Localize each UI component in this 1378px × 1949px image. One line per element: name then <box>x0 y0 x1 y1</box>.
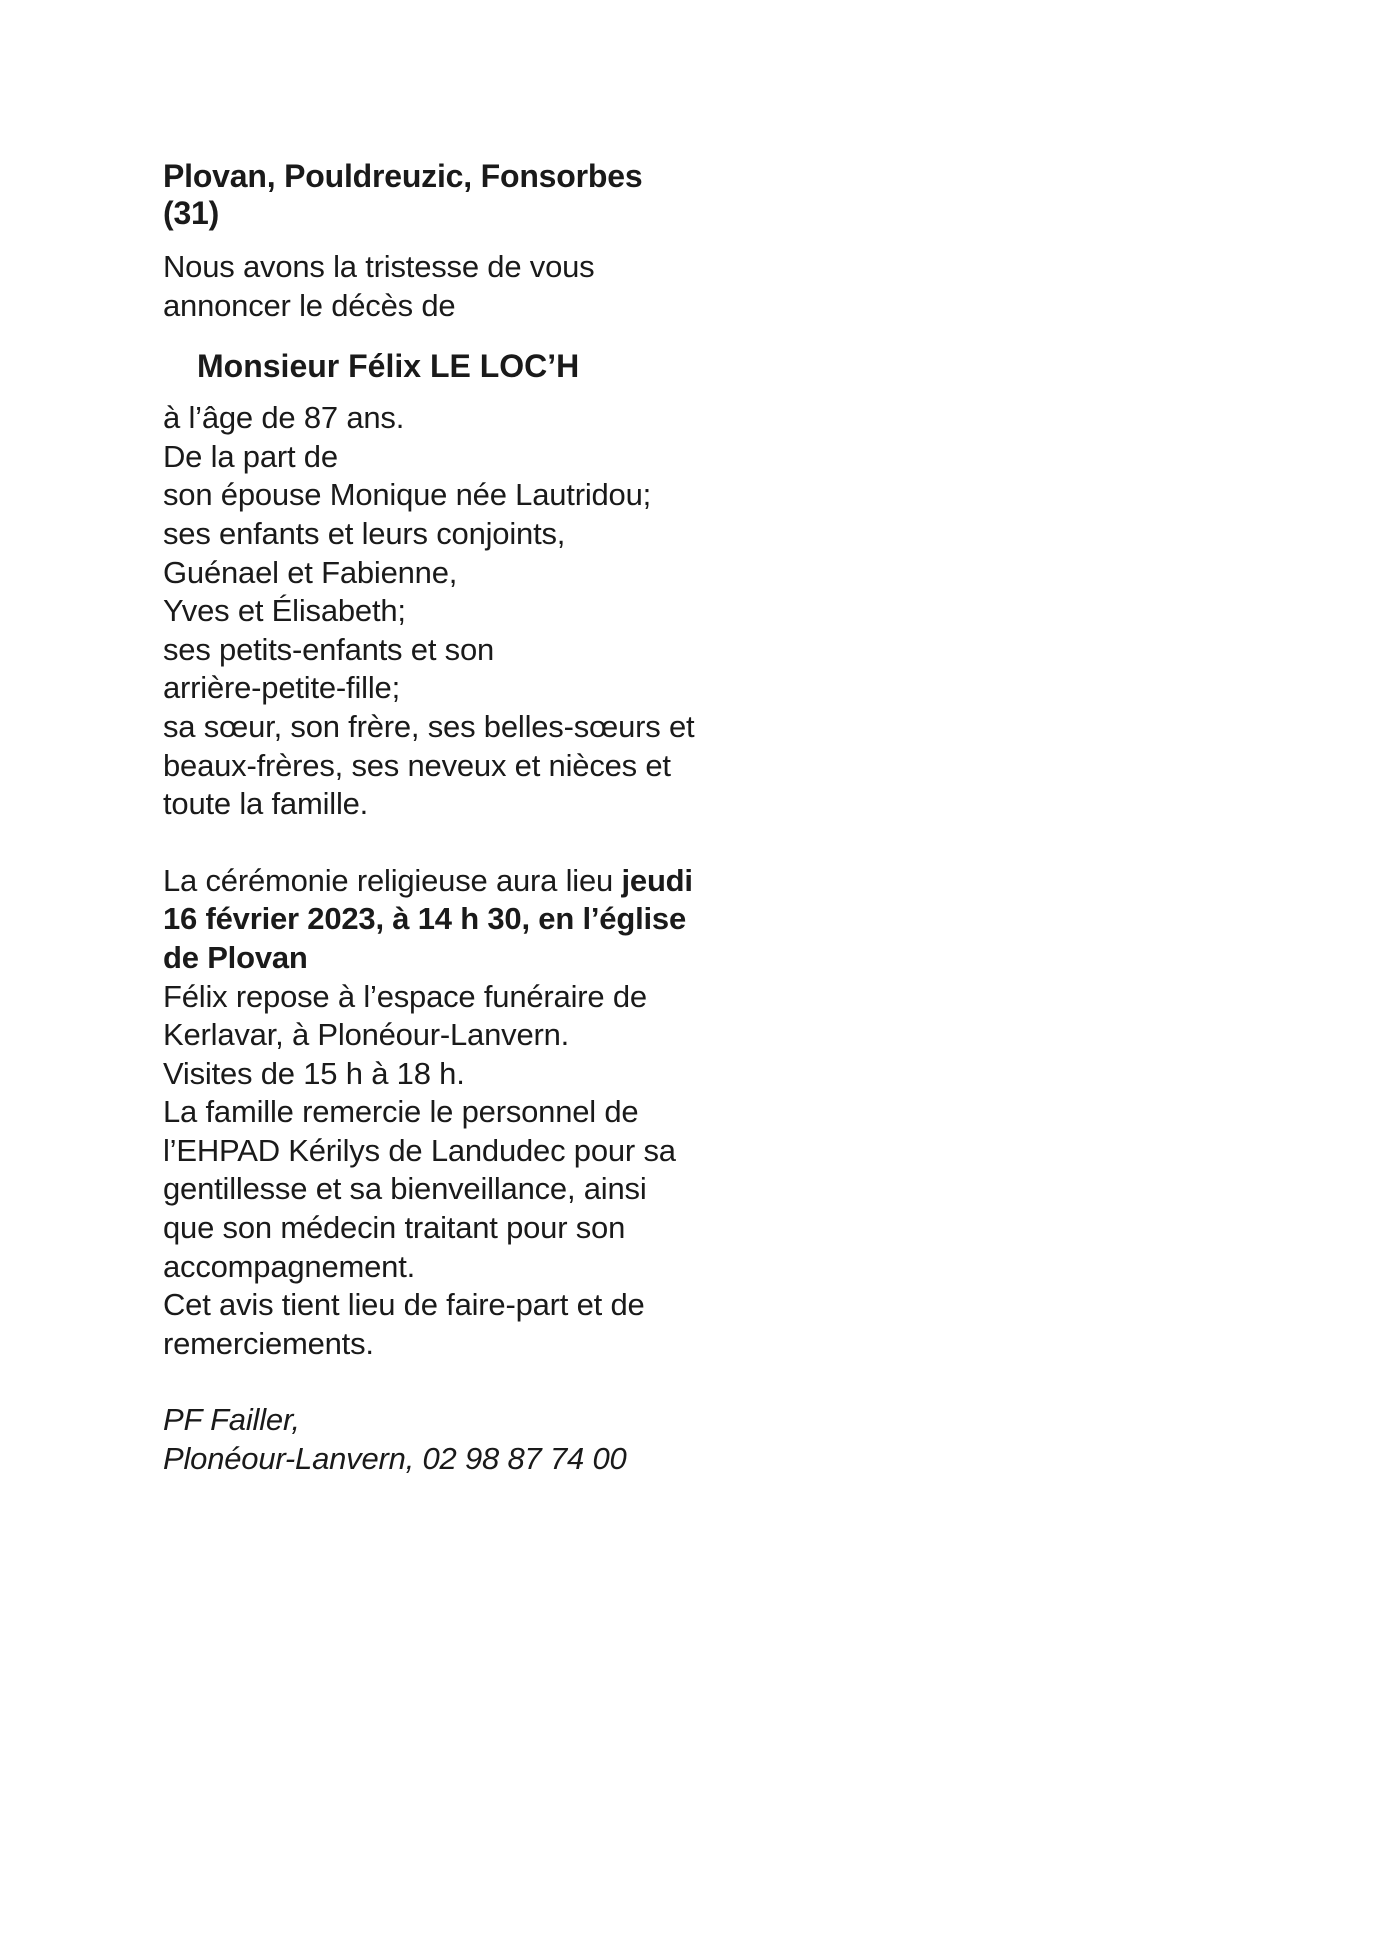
ceremony-date-time: 16 février 2023, à 14 h 30, en l’église <box>163 901 686 937</box>
notice-intro <box>163 248 883 325</box>
intro-line: Nous avons la tristesse de vous <box>163 249 595 284</box>
family-line: arrière-petite-fille; <box>163 670 400 706</box>
ceremony-line: Visites de 15 h à 18 h. <box>163 1055 465 1091</box>
family-line: ses petits-enfants et son <box>163 631 495 667</box>
ceremony-line: Cet avis tient lieu de faire-part et de <box>163 1287 645 1323</box>
ceremony-line: Kerlavar, à Plonéour-Lanvern. <box>163 1017 570 1053</box>
ceremony-line: remerciements. <box>163 1325 374 1361</box>
family-line: toute la famille. <box>163 786 369 822</box>
heading-line: (31) <box>163 195 220 231</box>
ceremony-line: La famille remercie le personnel de <box>163 1094 639 1130</box>
family-line: son épouse Monique née Lautridou; <box>163 477 652 513</box>
ceremony-text: La cérémonie religieuse aura lieu <box>163 862 622 898</box>
family-line: sa sœur, son frère, ses belles-sœurs et <box>163 708 695 744</box>
family-line: Yves et Élisabeth; <box>163 593 406 629</box>
deceased-name: Monsieur Félix LE LOC’H <box>197 348 580 385</box>
intro-line: annoncer le décès de <box>163 287 456 323</box>
signature-line: PF Failler, <box>163 1402 300 1438</box>
family-list <box>163 399 883 824</box>
ceremony-line: gentillesse et sa bienveillance, ainsi <box>163 1171 647 1207</box>
ceremony-details <box>163 862 883 1364</box>
ceremony-location: de Plovan <box>163 939 308 975</box>
notice-heading <box>163 158 883 232</box>
ceremony-line: l’EHPAD Kérilys de Landudec pour sa <box>163 1132 676 1168</box>
heading-line: Plovan, Pouldreuzic, Fonsorbes <box>163 158 643 194</box>
obituary-notice <box>163 158 883 1479</box>
family-line: à l’âge de 87 ans. <box>163 400 405 436</box>
signature-line: Plonéour-Lanvern, 02 98 87 74 00 <box>163 1441 627 1477</box>
funeral-home-signature <box>163 1401 883 1478</box>
ceremony-day: jeudi <box>621 862 693 898</box>
ceremony-line: accompagnement. <box>163 1248 416 1284</box>
ceremony-line: Félix repose à l’espace funéraire de <box>163 978 647 1014</box>
family-line: Guénael et Fabienne, <box>163 554 458 590</box>
family-line: De la part de <box>163 438 338 474</box>
ceremony-line: que son médecin traitant pour son <box>163 1210 626 1246</box>
ceremony-line <box>163 862 883 901</box>
family-line: beaux-frères, ses neveux et nièces et <box>163 747 671 783</box>
family-line: ses enfants et leurs conjoints, <box>163 515 566 551</box>
